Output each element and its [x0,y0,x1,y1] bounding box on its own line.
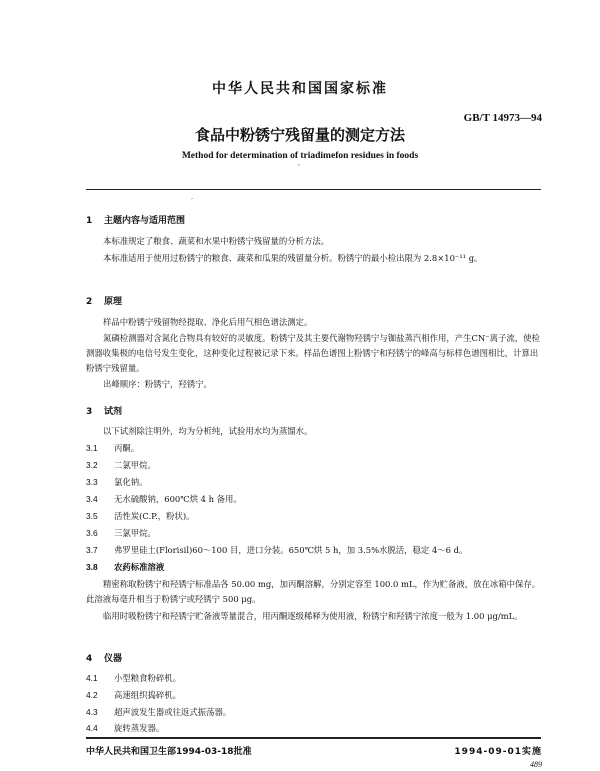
list-item [86,689,181,701]
item-number: 3.6 [86,528,98,538]
section-number: 1 [86,216,93,226]
section-title: 试剂 [104,407,123,417]
list-item [86,442,139,454]
section-3-heading [86,404,122,417]
list-item [86,561,164,573]
section-number: 4 [86,654,93,664]
item-number: 4.1 [86,673,98,683]
item-text: 农药标准溶液 [114,562,165,572]
item-number: 3.4 [86,494,98,504]
item-text: 氯化钠。 [114,477,148,487]
item-number: 3.1 [86,443,98,453]
item-number: 4.4 [86,723,98,733]
item-number: 4.2 [86,690,98,700]
list-item [86,527,156,539]
item-number: 4.3 [86,707,98,717]
item-text: 旋转蒸发器。 [114,723,165,733]
paragraph: 出峰顺序：粉锈宁，羟锈宁。 [103,379,212,389]
item-number: 3.2 [86,460,98,470]
section-title: 主题内容与适用范围 [104,216,186,226]
effective-date: 1994-09-01实施 [454,747,542,757]
item-text: 小型粮食粉碎机。 [114,673,181,683]
paragraph: 精密称取粉锈宁和羟锈宁标准品各 50.00 mg，加丙酮溶解，分别定容至 100.0 mL，作为贮备液，放在冰箱中保存。此溶液每毫升相当于粉锈宁或羟锈宁 500 μg。 [86,579,541,604]
section-1-heading [86,213,185,226]
list-item [86,493,242,505]
list-item [86,459,156,471]
item-number: 3.8 [86,562,98,572]
list-item [86,672,181,684]
item-number: 3.3 [86,477,98,487]
item-text: 高速组织捣碎机。 [114,690,181,700]
document-title-cn: 食品中粉锈宁残留量的测定方法 [194,126,405,144]
standard-code: GB/T 14973—94 [463,112,542,124]
list-item [86,476,148,488]
section-title: 原理 [104,297,123,307]
section-number: 3 [86,407,93,417]
document-title-en: Method for determination of triadimefon residues in foods [181,151,419,161]
scan-mark: ˇ [297,164,301,172]
item-text: 活性炭(C.P.，粉状)。 [114,511,195,521]
item-number: 3.7 [86,545,98,555]
list-item [86,706,231,718]
scan-mark: ˊ [190,198,194,206]
item-text: 丙酮。 [114,443,140,453]
page-number: 489 [530,760,542,769]
paragraph: 临用时吸粉锈宁和羟锈宁贮备液等量混合，用丙酮逐级稀释为使用液，粉锈宁和羟锈宁浓度一般为 1.00 μg/mL。 [103,611,523,621]
item-text: 超声波发生器或往返式振荡器。 [114,707,232,717]
footer-divider [86,737,541,739]
item-text: 无水硫酸钠，600℃烘 4 h 备用。 [114,494,242,504]
paragraph: 样品中粉锈宁残留物经提取、净化后用气相色谱法测定。 [103,317,313,327]
section-title: 仪器 [104,654,123,664]
list-item [86,510,195,522]
paragraph: 本标准适用于使用过粉锈宁的粮食、蔬菜和瓜果的残留量分析。粉锈宁的最小检出限为 2.8×10⁻¹¹ g。 [103,253,483,263]
paragraph: 本标准规定了粮食、蔬菜和水果中粉锈宁残留量的分析方法。 [103,236,330,246]
standard-category-title: 中华人民共和国国家标准 [212,81,388,97]
paragraph: 以下试剂除注明外，均为分析纯，试验用水均为蒸馏水。 [103,426,313,436]
item-text: 弗罗里硅土(Florisil)60～100 目，进口分装。650℃烘 5 h，加 3.5%水脱活，稳定 4～6 d。 [114,545,468,555]
header-divider [86,189,541,190]
item-number: 3.5 [86,511,98,521]
item-text: 三氯甲烷。 [114,528,156,538]
section-4-heading [86,651,122,664]
paragraph: 氮磷检测器对含氮化合物具有较好的灵敏度。粉锈宁及其主要代谢物羟锈宁与铷盐蒸汽相作用，产生CN⁻离子流，使检测器收集极的电信号发生变化，这种变化过程被记录下来。样品色谱图上粉锈宁和羟锈宁的峰高与标样色谱图相比，计算出粉锈宁残留量。 [86,333,540,373]
list-item [86,722,164,734]
item-text: 二氯甲烷。 [114,460,156,470]
section-2-heading [86,294,122,307]
section-number: 2 [86,297,93,307]
approval-line: 中华人民共和国卫生部1994-03-18批准 [86,747,252,757]
list-item [86,544,467,556]
